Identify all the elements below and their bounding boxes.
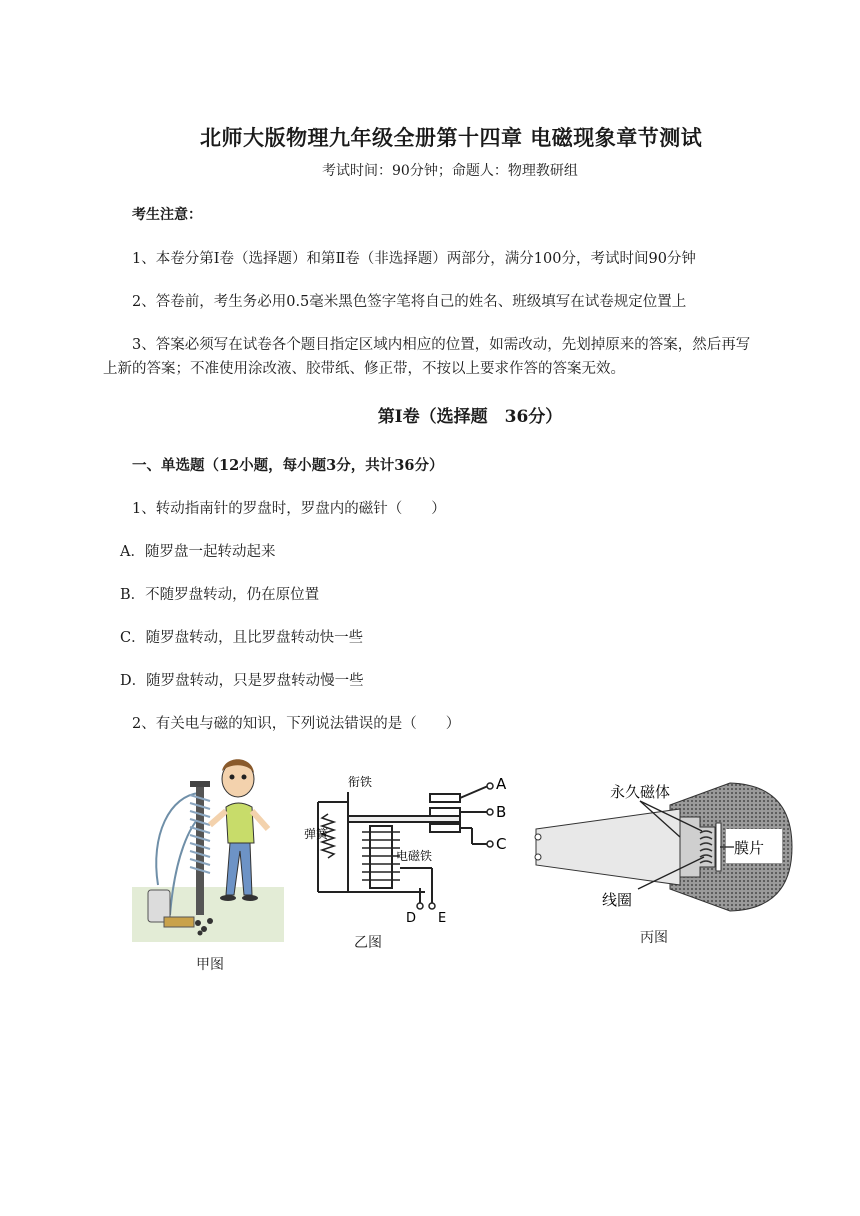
label-d: D bbox=[406, 911, 417, 926]
label-b: B bbox=[496, 803, 507, 821]
label-a: A bbox=[496, 775, 507, 793]
figure-jia-caption: 甲图 bbox=[196, 957, 224, 973]
label-c: C bbox=[496, 835, 507, 853]
page-title: 北师大版物理九年级全册第十四章 电磁现象章节测试 bbox=[200, 125, 703, 150]
label-armature: 衔铁 bbox=[348, 775, 373, 789]
electromagnet-core bbox=[370, 826, 392, 888]
figure-bing-microphone-diagram bbox=[530, 775, 795, 925]
figure-yi-relay-diagram bbox=[300, 772, 510, 927]
question-1-option-a: A．随罗盘一起转动起来 bbox=[120, 544, 276, 560]
notice-item-3-cont: 上新的答案；不准使用涂改液、胶带纸、修正带，不按以上要求作答的答案无效。 bbox=[103, 361, 625, 377]
question-1-option-b: B．不随罗盘转动，仍在原位置 bbox=[120, 587, 320, 603]
exam-info: 考试时间：90分钟；命题人：物理教研组 bbox=[322, 163, 578, 179]
figure-jia-illustration bbox=[130, 755, 290, 945]
wire bbox=[156, 793, 200, 885]
question-1-option-c: C．随罗盘转动，且比罗盘转动快一些 bbox=[120, 630, 364, 646]
figure-yi-caption: 乙图 bbox=[354, 935, 382, 951]
notice-item-3: 3、答案必须写在试卷各个题目指定区域内相应的位置，如需改动，先划掉原来的答案，然后再写 bbox=[132, 337, 751, 353]
label-permanent-magnet: 永久磁体 bbox=[610, 783, 671, 801]
question-1-option-d: D．随罗盘转动，只是罗盘转动慢一些 bbox=[120, 673, 364, 689]
notice-item-2: 2、答卷前，考生务必用0.5毫米黑色签字笔将自己的姓名、班级填写在试卷规定位置上 bbox=[132, 294, 687, 310]
figure-bing-caption: 丙图 bbox=[640, 930, 668, 946]
label-e: E bbox=[438, 911, 447, 926]
section-title: 第Ⅰ卷（选择题 36分） bbox=[377, 407, 563, 427]
question-2-stem: 2、有关电与磁的知识，下列说法错误的是（ ） bbox=[132, 716, 461, 732]
student-figure bbox=[210, 759, 268, 901]
notice-item-1: 1、本卷分第Ⅰ卷（选择题）和第Ⅱ卷（非选择题）两部分，满分100分，考试时间90分钟 bbox=[132, 251, 696, 267]
label-electromagnet: 电磁铁 bbox=[396, 849, 433, 863]
label-coil: 线圈 bbox=[602, 891, 633, 909]
label-diaphragm: 膜片 bbox=[734, 839, 765, 857]
nail-head bbox=[190, 781, 210, 787]
switch bbox=[164, 917, 194, 927]
question-1-stem: 1、转动指南针的罗盘时，罗盘内的磁针（ ） bbox=[132, 501, 446, 517]
notice-heading: 考生注意： bbox=[132, 207, 202, 223]
label-spring: 弹簧 bbox=[304, 827, 329, 841]
microphone-handle bbox=[536, 809, 680, 885]
part-title: 一、单选题（12小题，每小题3分，共计36分） bbox=[132, 457, 444, 474]
